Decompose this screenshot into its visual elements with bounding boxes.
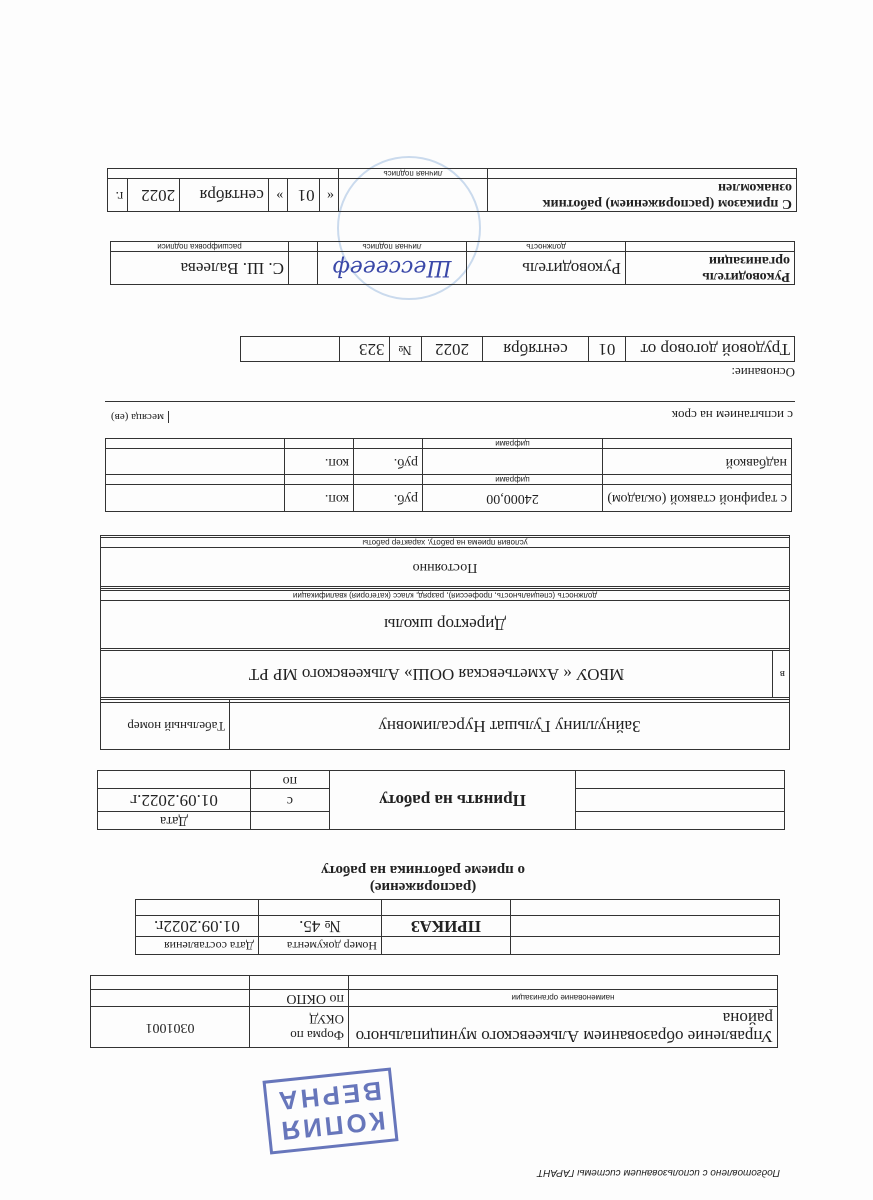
position-caption: должность (специальность, профессия), разряд, класс (категория) квалификации <box>101 591 790 601</box>
digits-caption: цифрами <box>423 439 603 449</box>
quote-open: « <box>319 179 338 212</box>
quote-close: » <box>268 179 287 212</box>
contract-month: сентября <box>483 337 588 362</box>
bonus-label: надбавкой <box>603 449 792 476</box>
tab-no-label: Табельный номер <box>101 702 230 749</box>
head-table <box>110 243 795 285</box>
doc-no-label: Номер документа <box>258 937 381 955</box>
org-table <box>90 975 778 1048</box>
date-label: Дата составления <box>136 937 259 955</box>
contract-year: 2022 <box>421 337 483 362</box>
head-signature: Шессеееф <box>318 252 467 285</box>
hire-action: Принять на работу <box>329 771 575 830</box>
probation-label: с испытанием на срок <box>671 408 793 423</box>
okpo-label: по ОКПО <box>250 990 349 1007</box>
hire-from-date: 01.09.2022.г <box>98 789 251 812</box>
copy-stamp <box>262 1067 398 1154</box>
ack-sign-caption: личная подпись <box>339 169 488 179</box>
head-label: Руководитель организации <box>626 252 795 285</box>
order-title: ПРИКАЗ <box>382 916 511 937</box>
basis-label: Основание: <box>731 365 795 380</box>
to-label: по <box>250 771 329 789</box>
conditions-caption: условия приема на работу, характер работы <box>101 538 790 548</box>
in-label: в <box>773 650 790 697</box>
employee-name: Зайнуллину Гульшат Нурсалимовну <box>230 702 790 749</box>
order-table <box>135 900 780 955</box>
contract-number: 323 <box>340 337 390 362</box>
order-number: № 45. <box>258 916 381 937</box>
rate-label: с тарифной ставкой (окладом) <box>603 485 792 512</box>
rub-label: руб. <box>354 485 423 512</box>
digits-caption: цифрами <box>423 475 603 485</box>
hire-table <box>97 770 785 830</box>
org-name: Управление образованием Алькеевского муниципального района <box>349 1007 778 1048</box>
head-name: С. Ш. Валеева <box>111 252 289 285</box>
okud-code: 0301001 <box>91 1007 250 1048</box>
okud-label: ОКУД <box>309 1012 344 1027</box>
order-heading: о приеме работника на работу <box>321 862 525 878</box>
probation-row <box>105 401 795 428</box>
rub-label: руб. <box>354 449 423 476</box>
order-subtitle: (распоряжение) <box>369 879 477 895</box>
form-label <box>250 1007 349 1048</box>
org-caption: наименование организации <box>349 990 778 1007</box>
ack-table <box>107 169 797 212</box>
unit-name: МБОУ « Ахметьевская ООШ» Алькеевского МР РТ <box>101 650 773 697</box>
stamp-line: ВЕРНА <box>274 1075 384 1117</box>
conditions: Постоянно <box>101 548 790 586</box>
salary-table <box>105 438 792 512</box>
sign-caption: личная подпись <box>318 242 467 252</box>
from-label: с <box>250 789 329 812</box>
ack-month: сентября <box>180 179 269 212</box>
position-caption: должность <box>467 242 626 252</box>
probation-months: месяца (ев) <box>111 411 169 423</box>
head-position: Руководитель <box>467 252 626 285</box>
kop-label: коп. <box>285 449 354 476</box>
ack-day: 01 <box>288 179 319 212</box>
stamp-line: КОПИЯ <box>277 1105 387 1147</box>
kop-label: коп. <box>285 485 354 512</box>
contract-label: Трудовой договор от <box>626 337 795 362</box>
name-caption: расшифровка подписи <box>111 242 289 252</box>
rate-value: 24000,00 <box>423 485 603 512</box>
no-label: № <box>389 337 421 362</box>
contract-table <box>240 336 795 362</box>
ack-year: 2022 <box>128 179 180 212</box>
footer-note: Подготовлено с использованием системы ГАРАНТ <box>537 1167 780 1178</box>
employee-table <box>100 535 790 750</box>
date-header: Дата <box>98 811 251 829</box>
ack-g: г. <box>108 179 128 212</box>
order-date: 01.09.2022г. <box>136 916 259 937</box>
position: Директор школы <box>101 601 790 648</box>
form-label-text: Форма по <box>290 1028 344 1043</box>
ack-label: С приказом (распоряжением) работник ознакомлен <box>488 179 797 212</box>
contract-day: 01 <box>588 337 625 362</box>
